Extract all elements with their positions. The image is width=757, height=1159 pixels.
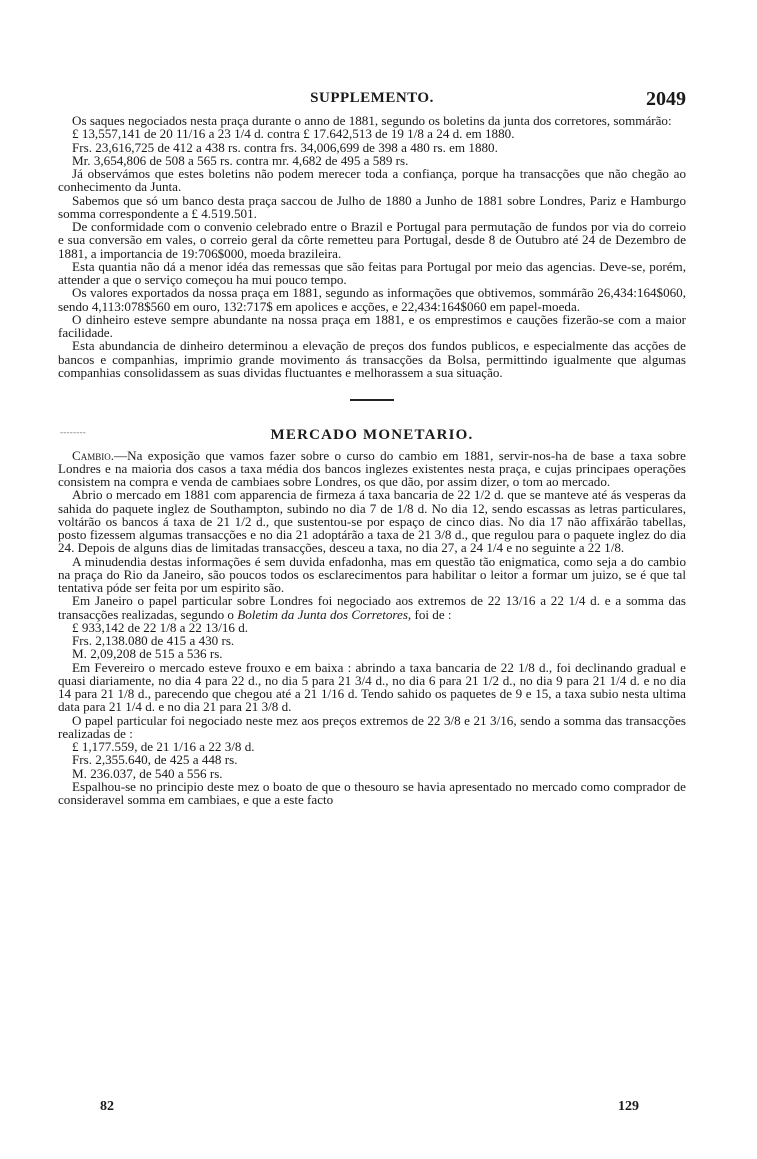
section-divider xyxy=(350,399,394,401)
page xyxy=(58,88,686,806)
paragraph-text: Em Janeiro o papel particular sobre Londres foi negociado aos extremos de 22 13/16 a 22 1/4 d. e a somma das transacções realizadas, segundo o xyxy=(58,593,686,622)
signature-mark-left: 82 xyxy=(100,1099,114,1114)
paragraph-text: foi de : xyxy=(411,606,452,622)
page-header xyxy=(58,88,686,114)
signature-mark-right: 129 xyxy=(618,1099,639,1114)
paragraph: Espalhou-se no principio deste mez o boato de que o thesouro se havia apresentado no mercado como comprador de consideravel somma em cambiaes, e que a este facto xyxy=(58,778,686,807)
paragraph: Os saques negociados nesta praça durante o anno de 1881, segundo os boletins da junta dos corretores, sommárão: xyxy=(72,113,672,128)
paragraph: O dinheiro esteve sempre abundante na nossa praça em 1881, e os emprestimos e cauções fizerão-se com a maior facilidade. xyxy=(58,311,686,340)
page-footer xyxy=(58,1099,658,1119)
paragraph: Os valores exportados da nossa praça em 1881, segundo as informações que obtivemos, sommárão 26,434:164$060, sendo 4,113:078$560 em ouro, 132:717$ em apolices e acções, e 22,434:164$060 em papel-moeda. xyxy=(58,285,686,314)
paragraph: Em Fevereiro o mercado esteve frouxo e em baixa : abrindo a taxa bancaria de 22 1/8 d., foi declinando gradual e quasi diariamente, no dia 4 para 22 d., no dia 5 para 21 3/4 d., no dia 6 para 21 1/2 d., no dia 9 para 21 1/4 d. e no dia 14 para 21 1/8 d., parecendo que chegou até a 21 1/16 d. Tendo sahido os paquetes de 9 e 15, a taxa subio nesta ultima data para 21 1/4 d. e no dia 21 para 21 3/8 d. xyxy=(58,659,686,715)
paragraph: A minudendia destas informações é sem duvida enfadonha, mas em questão tão enigmatica, como seja a do cambio na praça do Rio da Janeiro, são poucos todos os esclarecimentos para habilitar o leitor a formar um juizo, se é que tal tentativa póde ser feita por um espirito são. xyxy=(58,553,686,595)
exchange-line: £ 13,557,141 de 20 11/16 a 23 1/4 d. contra £ 17.642,513 de 19 1/8 a 24 d. em 1880. xyxy=(72,126,515,142)
paragraph: Já observámos que estes boletins não podem merecer toda a confiança, porque ha transacções que não chegão ao conhecimento da Junta. xyxy=(58,166,686,195)
paragraph xyxy=(58,449,686,489)
exchange-line: Mr. 3,654,806 de 508 a 565 rs. contra mr. 4,682 de 495 a 589 rs. xyxy=(72,152,409,168)
section-title: MERCADO MONETARIO. xyxy=(270,426,474,443)
paragraph: De conformidade com o convenio celebrado entre o Brazil e Portugal para permutação de fundos por via do correio e sua conversão em vales, o correio geral da côrte remetteu para Portugal, desde 8 de Outubro até 24 de Dezembro de 1881, a importancia de 19:706$000, moeda brazileira. xyxy=(58,219,686,261)
paragraph: Sabemos que só um banco desta praça saccou de Julho de 1880 a Junho de 1881 sobre Londres, Pariz e Hamburgo somma correspondente a £ 4.519.501. xyxy=(58,192,686,221)
paragraph: Esta quantia não dá a menor idéa das remessas que são feitas para Portugal por meio das agencias. Deve-se, porém, attender a que o serviço começou ha mui pouco tempo. xyxy=(58,258,686,287)
supplemento-text xyxy=(58,114,686,379)
exchange-line: £ 933,142 de 22 1/8 a 22 13/16 d. xyxy=(72,619,249,635)
lead-word: Cambio. xyxy=(72,447,115,463)
paragraph xyxy=(58,594,686,621)
page-number: 2049 xyxy=(646,88,686,110)
paragraph: Esta abundancia de dinheiro determinou a elevação de preços dos fundos publicos, e especialmente das acções de bancos e companhias, imprimio grande movimento ás transacções da Bolsa, permittindo igualmente que algumas companhias consolidassem as suas dividas fluctuantes e melhorassem a sua situação. xyxy=(58,338,686,380)
exchange-line: £ 1,177.559, de 21 1/16 a 22 3/8 d. xyxy=(72,739,255,754)
exchange-line: M. 236.037, de 540 a 556 rs. xyxy=(72,765,223,781)
paragraph-text: —Na exposição que vamos fazer sobre o curso do cambio em 1881, servir-nos-ha de base a taxa sobre Londres e na maioria dos casos a taxa média dos bancos inglezes existentes nesta praça, e cujas principaes operações consistem na compra e venda de cambiaes sobre Londres, os que dão, por assim dizer, o tom ao mercado. xyxy=(58,447,686,489)
section-heading xyxy=(58,421,686,449)
mercado-text xyxy=(58,449,686,807)
paragraph: Abrio o mercado em 1881 com apparencia de firmeza á taxa bancaria de 22 1/2 d. que se manteve até ás vesperas da sahida do paquete inglez de Southampton, subindo no dia 7 de 1/8 d. No dia 12, sendo escassas as letras particulares, voltárão os bancos á taxa de 21 1/2 d., que sustentou-se por espaço de cinco dias. No dia 17 não affixárão tabellas, posto fizessem algumas transacções e no dia 21 adoptárão a taxa de 21 3/8 d., que regulou para o paquete inglez do dia 24. Depois de alguns dias de limitadas transacções, desceu a taxa, no dia 27, a 24 1/4 e no seguinte a 22 1/8. xyxy=(58,487,686,556)
exchange-line: Frs. 23,616,725 de 412 a 438 rs. contra frs. 34,006,699 de 398 a 480 rs. em 1880. xyxy=(72,139,498,155)
boletim-title: Boletim da Junta dos Corretores, xyxy=(237,606,412,622)
running-head: SUPPLEMENTO. xyxy=(310,90,434,106)
margin-mark: - - - - - - - - xyxy=(60,426,85,437)
exchange-line: Frs. 2,355.640, de 425 a 448 rs. xyxy=(72,752,238,768)
paragraph: O papel particular foi negociado neste mez aos preços extremos de 22 3/8 e 21 3/16, sendo a somma das transacções realizadas de : xyxy=(58,712,686,741)
exchange-line: Frs. 2,138.080 de 415 a 430 rs. xyxy=(72,633,235,648)
exchange-line: M. 2,09,208 de 515 a 536 rs. xyxy=(72,646,223,662)
